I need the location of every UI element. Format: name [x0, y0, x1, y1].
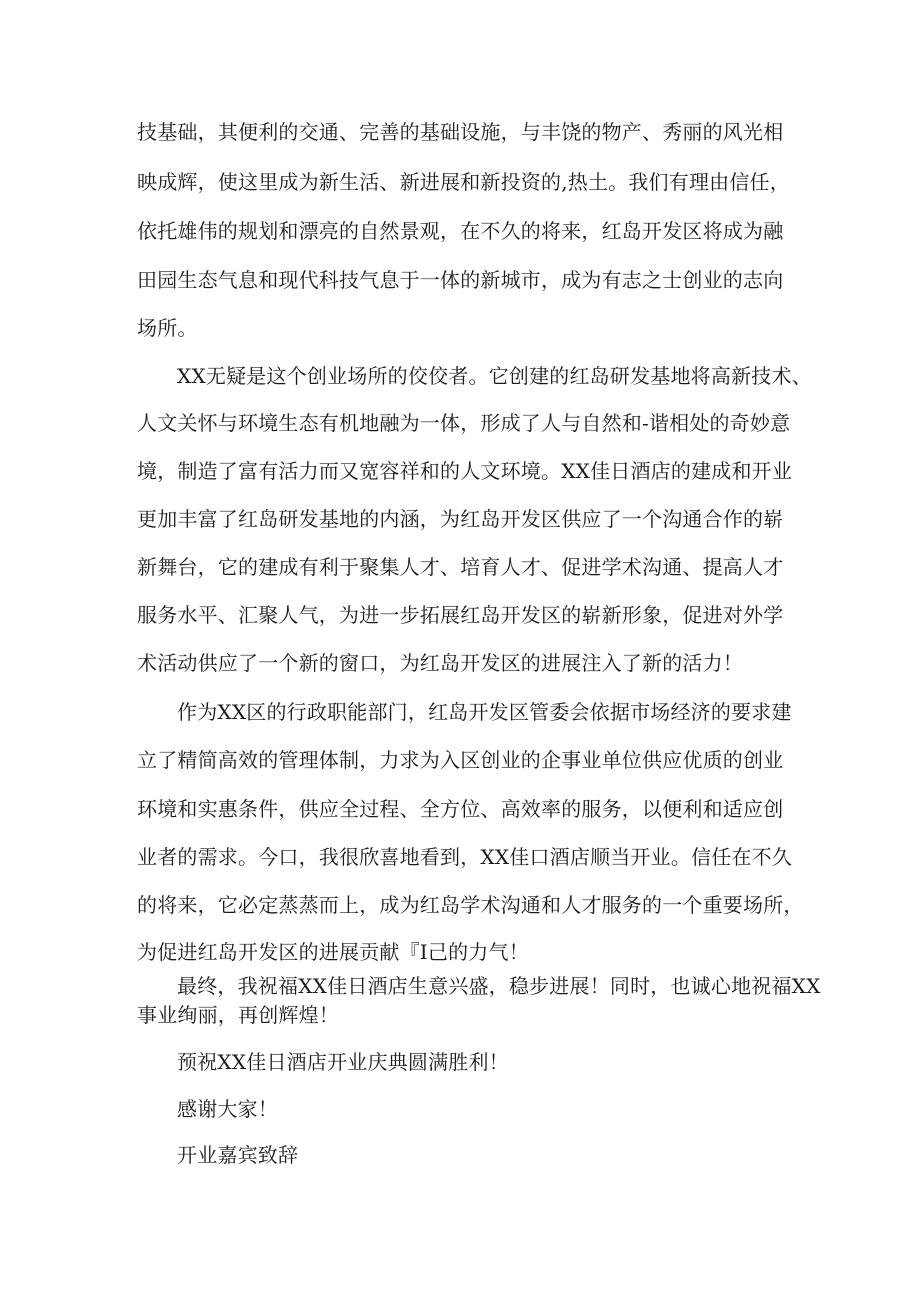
text-line: 作为XX区的行政职能部门，红岛开发区管委会依据市场经济的要求建	[177, 700, 792, 724]
closing-wish: 预祝XX佳日酒店开业庆典圆满胜利！	[177, 1050, 509, 1074]
closing-thanks: 感谢大家！	[177, 1097, 278, 1121]
text-line: 环境和实惠条件，供应全过程、全方位、高效率的服务，以便利和适应创	[137, 797, 784, 821]
text-line: 映成辉，使这里成为新生活、新进展和新投资的,热土。我们有理由信任，	[137, 170, 790, 194]
text-line: 境，制造了富有活力而又宽容祥和的人文环境。XX佳日酒店的建成和开业	[137, 459, 793, 483]
text-line: 的将来，它必定蒸蒸而上，成为红岛学术沟通和人才服务的一个重要场所，	[137, 893, 804, 917]
text-line: XX无疑是这个创业场所的佼佼者。它创建的红岛研发基地将高新技术、	[177, 364, 812, 388]
text-line: 田园生态气息和现代科技气息于一体的新城市，成为有志之士创业的志向	[137, 268, 784, 292]
text-line: 更加丰富了红岛研发基地的内涵，为红岛开发区供应了一个沟通合作的崭	[137, 507, 784, 531]
text-line: 技基础，其便利的交通、完善的基础设施，与丰饶的物产、秀丽的风光相	[137, 120, 784, 144]
text-line: 业者的需求。今口，我很欣喜地看到，XX佳口酒店顺当开业。信任在不久	[137, 845, 793, 869]
text-line: 立了精简高效的管理体制，力求为入区创业的企事业单位供应优质的创业	[137, 748, 784, 772]
text-line: 事业绚丽，再创辉煌！	[137, 1003, 339, 1027]
document-title: 开业嘉宾致辞	[177, 1143, 299, 1167]
text-line: 术活动供应了一个新的窗口，为红岛开发区的进展注入了新的活力！	[137, 651, 743, 675]
text-line: 最终，我祝福XX佳日酒店生意兴盛，稳步进展！同时，也诚心地祝福XX	[177, 974, 821, 998]
text-line: 服务水平、汇聚人气，为进一步拓展红岛开发区的崭新形象，促进对外学	[137, 603, 784, 627]
text-line: 场所。	[137, 316, 198, 340]
text-line: 为促进红岛开发区的进展贡献『I己的力气！	[137, 940, 529, 964]
text-line: 人文关怀与环境生态有机地融为一体，形成了人与自然和-谐相处的奇妙意	[137, 411, 791, 435]
text-line: 新舞台，它的建成有利于聚集人才、培育人才、促进学术沟通、提高人才	[137, 555, 784, 579]
text-line: 依托雄伟的规划和漂亮的自然景观，在不久的将来，红岛开发区将成为融	[137, 219, 784, 243]
